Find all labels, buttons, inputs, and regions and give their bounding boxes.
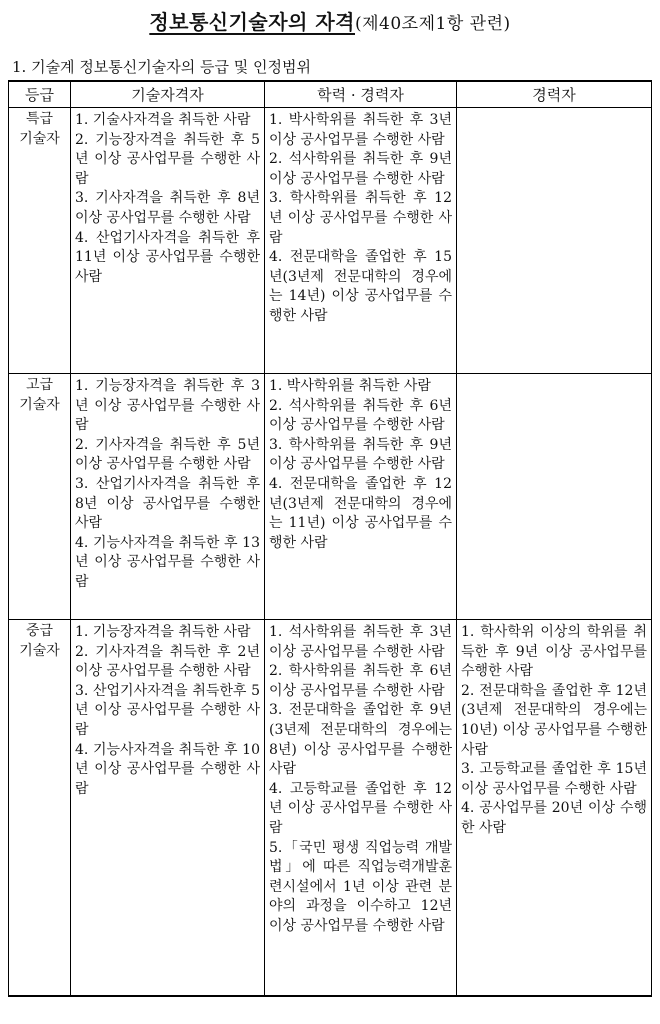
certificate-cell — [71, 374, 265, 620]
list-item: 2. 석사학위를 취득한 후 9년 이상 공사업무를 수행한 사람 — [269, 151, 452, 187]
list-item: 1. 기술사자격을 취득한 사람 — [75, 112, 251, 128]
list-item: 2. 학사학위를 취득한 후 6년 이상 공사업무를 수행한 사람 — [269, 663, 452, 699]
career-cell — [457, 108, 652, 374]
list-item: 3. 산업기사자격을 취득한 후 8년 이상 공사업무를 수행한 사람 — [75, 475, 260, 532]
list-item: 3. 기사자격을 취득한 후 8년 이상 공사업무를 수행한 사람 — [75, 190, 260, 226]
education-cell — [265, 620, 457, 997]
grade-label: 고급 — [25, 377, 54, 393]
career-cell — [457, 374, 652, 620]
grade-cell — [9, 620, 71, 997]
list-item: 3. 고등학교를 졸업한 후 15년 이상 공사업무를 수행한 사람 — [461, 761, 647, 797]
table-row — [9, 620, 652, 997]
grade-label: 특급 — [25, 111, 54, 127]
list-item: 3. 전문대학을 졸업한 후 9년(3년제 전문대학의 경우에는 8년) 이상 공사업무를 수행한 사람 — [269, 702, 452, 778]
list-item: 1. 박사학위를 취득한 사람 — [269, 378, 431, 394]
career-cell — [457, 620, 652, 997]
list-item: 1. 학사학위 이상의 학위를 취득한 후 9년 이상 공사업무를 수행한 사람 — [461, 624, 647, 680]
table-row — [9, 374, 652, 620]
list-item: 4. 전문대학을 졸업한 후 12년(3년제 전문대학의 경우에는 11년) 이상 공사업무를 수행한 사람 — [269, 475, 452, 551]
title-sub: (제40조제1항 관련) — [355, 14, 511, 34]
grade-label: 기술자 — [19, 396, 60, 413]
header-education-career-holders: 학력 · 경력자 — [265, 81, 457, 108]
list-item: 2. 기사자격을 취득한 후 5년 이상 공사업무를 수행한 사람 — [75, 436, 260, 473]
table-header-row — [9, 81, 652, 108]
list-item: 5.「국민 평생 직업능력 개발법」에 따른 직업능력개발훈련시설에서 1년 이상 관련 분야의 과정을 이수하고 12년 이상 공사업무를 수행한 사람 — [269, 839, 452, 934]
grade-label: 중급 — [25, 623, 54, 639]
list-item: 3. 산업기사자격을 취득한후 5년 이상 공사업무를 수행한 사람 — [75, 682, 260, 738]
list-item: 4. 전문대학을 졸업한 후 15년(3년제 전문대학의 경우에는 14년) 이상 공사업무를 수행한 사람 — [269, 249, 452, 324]
list-item: 4. 산업기사자격을 취득한 후 11년 이상 공사업무를 수행한 사람 — [75, 229, 260, 285]
list-item: 1. 기능장자격을 취득한 사람 — [75, 624, 251, 640]
list-item: 2. 기사자격을 취득한 후 2년 이상 공사업무를 수행한 사람 — [75, 643, 260, 680]
list-item: 4. 기능사자격을 취득한 후 10년 이상 공사업무를 수행한 사람 — [75, 741, 260, 797]
grade-label: 기술자 — [19, 642, 60, 659]
list-item: 1. 박사학위를 취득한 후 3년 이상 공사업무를 수행한 사람 — [269, 112, 452, 148]
section-heading: 1. 기술계 정보통신기술자의 등급 및 인정범위 — [12, 58, 311, 76]
list-item: 1. 석사학위를 취득한 후 3년 이상 공사업무를 수행한 사람 — [269, 624, 452, 660]
list-item: 3. 학사학위를 취득한 후 9년 이상 공사업무를 수행한 사람 — [269, 436, 452, 473]
table-row — [9, 108, 652, 374]
list-item: 4. 공사업무를 20년 이상 수행한 사람 — [461, 800, 647, 836]
list-item: 4. 기능사자격을 취득한 후 13년 이상 공사업무를 수행한 사람 — [75, 534, 260, 590]
grade-label: 기술자 — [19, 130, 60, 147]
list-item: 2. 전문대학을 졸업한 후 12년(3년제 전문대학의 경우에는 10년) 이상 공사업무를 수행한 사람 — [461, 682, 647, 758]
education-cell — [265, 374, 457, 620]
qualification-table — [8, 80, 652, 997]
list-item: 3. 학사학위를 취득한 후 12년 이상 공사업무를 수행한 사람 — [269, 190, 452, 246]
title-main: 정보통신기술자의 자격 — [149, 10, 355, 34]
certificate-cell — [71, 620, 265, 997]
grade-cell — [9, 108, 71, 374]
header-certificate-holders: 기술자격자 — [71, 81, 265, 108]
grade-cell — [9, 374, 71, 620]
list-item: 2. 석사학위를 취득한 후 6년 이상 공사업무를 수행한 사람 — [269, 397, 452, 434]
header-grade: 등급 — [9, 81, 71, 108]
certificate-cell — [71, 108, 265, 374]
list-item: 2. 기능장자격을 취득한 후 5년 이상 공사업무를 수행한 사람 — [75, 131, 260, 187]
list-item: 4. 고등학교를 졸업한 후 12년 이상 공사업무를 수행한 사람 — [269, 780, 452, 836]
education-cell — [265, 108, 457, 374]
header-career-holders: 경력자 — [457, 81, 652, 108]
document-title — [0, 8, 660, 38]
list-item: 1. 기능장자격을 취득한 후 3년 이상 공사업무를 수행한 사람 — [75, 378, 260, 434]
